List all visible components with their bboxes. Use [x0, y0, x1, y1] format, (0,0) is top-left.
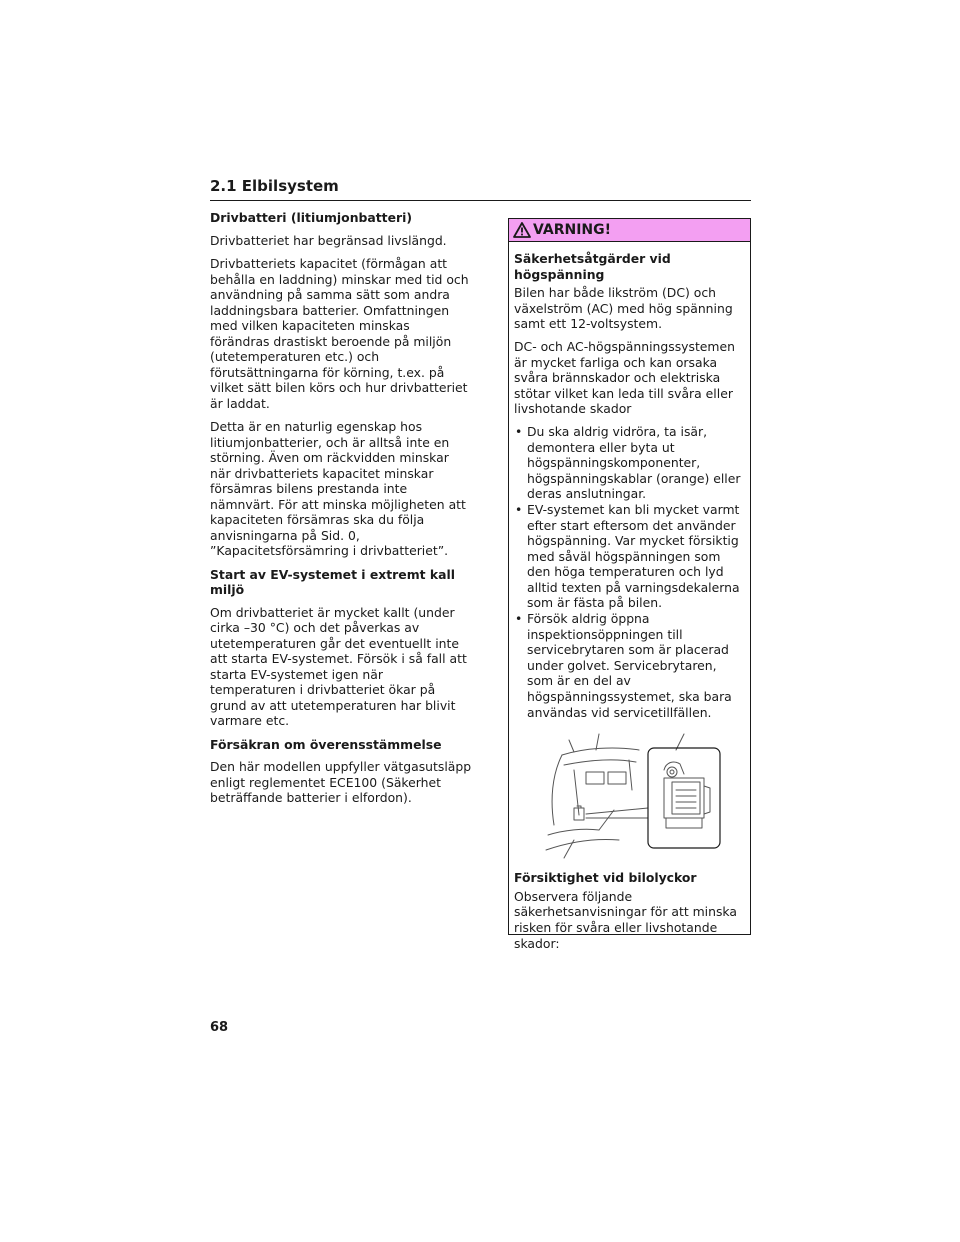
section-header: 2.1 Elbilsystem: [210, 177, 751, 201]
heading-conformity: Försäkran om överensstämmelse: [210, 736, 442, 752]
warning-box: [508, 218, 751, 951]
bullet-marker: •: [515, 611, 523, 627]
heading-accidents: Försiktighet vid bilolyckor: [514, 870, 697, 886]
list-item: [514, 611, 744, 720]
paragraph-dc-ac: Bilen har både likström (DC) och växelström (AC) med hög spänning samt ett 12-voltsystem.: [514, 285, 733, 332]
warning-label: VARNING!: [533, 222, 612, 238]
paragraph-battery-capacity: Drivbatteriets kapacitet (förmågan att behålla en laddning) minskar med tid och användning på samma sätt som andra laddningsbara batterier. Omfattningen med vilken kapaciteten minskas förändras drastiskt beroende på miljön (utetemperaturen etc.) och förutsättningarna för körning, t.ex. på vilket sätt bilen körs och hur drivbatteriet är laddat.: [210, 256, 469, 411]
list-item-text: Försök aldrig öppna inspektionsöppningen till servicebrytaren som är placerad under golvet. Servicebrytaren, som är en del av högspänningssystemet, ska bara användas vid servicetillfällen.: [527, 611, 732, 720]
paragraph-battery-lifespan: Drivbatteriet har begränsad livslängd.: [210, 232, 447, 248]
paragraph-cold-start: Om drivbatteriet är mycket kallt (under cirka –30 °C) och det påverkas av utetemperaturen går det eventuellt inte att starta EV-systemet. Försök i så fall att starta EV-systemet igen när temperaturen i drivbatteriet ökar på grund av att utetemperaturen har blivit varmare etc.: [210, 604, 467, 728]
heading-cold-start: Start av EV-systemet i extremt kall miljö: [210, 566, 455, 597]
bullet-marker: •: [515, 423, 523, 439]
left-column: [210, 210, 472, 814]
list-item-text: EV-systemet kan bli mycket varmt efter start eftersom det använder högspänning. Var mycket försiktig med såväl högspänningen som den höga temperaturen och lyd alltid texten på varningsdekalerna som är fästa på bilen.: [527, 501, 740, 611]
list-item-text: Du ska aldrig vidröra, ta isär, demontera eller byta ut högspänningskomponenter, högspänningskablar (orange) eller deras anslutningar.: [527, 423, 741, 502]
list-item: [514, 424, 744, 502]
bullet-marker: •: [515, 501, 523, 517]
paragraph-natural-property: Detta är en naturlig egenskap hos litiumjonbatterier, och är alltså inte en störning. Även om räckvidden minskar när drivbatteriets kapacitet minskar försämras bilens prestanda inte nämnvärt. För att minska möjligheten att kapaciteten försämras ska du följa anvisningarna på Sid. 0, ”Kapacitetsförsämring i drivbatteriet”.: [210, 419, 466, 558]
paragraph-danger: DC- och AC-högspänningssystemen är mycket farliga och kan orsaka svåra brännskador och elektriska stötar vilket kan leda till svåra eller livshotande skador: [514, 338, 735, 417]
warning-body: [509, 242, 750, 951]
warning-triangle-icon: [513, 222, 531, 238]
paragraph-accidents: Observera följande säkerhetsanvisningar för att minska risken för svåra eller livshotande skador:: [514, 888, 737, 951]
list-item: [514, 502, 744, 611]
heading-drive-battery: Drivbatteri (litiumjonbatteri): [210, 210, 413, 225]
warning-header: [509, 219, 750, 242]
service-plug-illustration: [544, 730, 724, 860]
page-number: 68: [210, 1020, 229, 1035]
heading-high-voltage-safety: Säkerhetsåtgärder vid högspänning: [514, 251, 671, 282]
warning-bullet-list: [514, 424, 744, 720]
paragraph-conformity: Den här modellen uppfyller vätgasutsläpp enligt reglementet ECE100 (Säkerhet beträffande batterier i elfordon).: [210, 759, 472, 805]
